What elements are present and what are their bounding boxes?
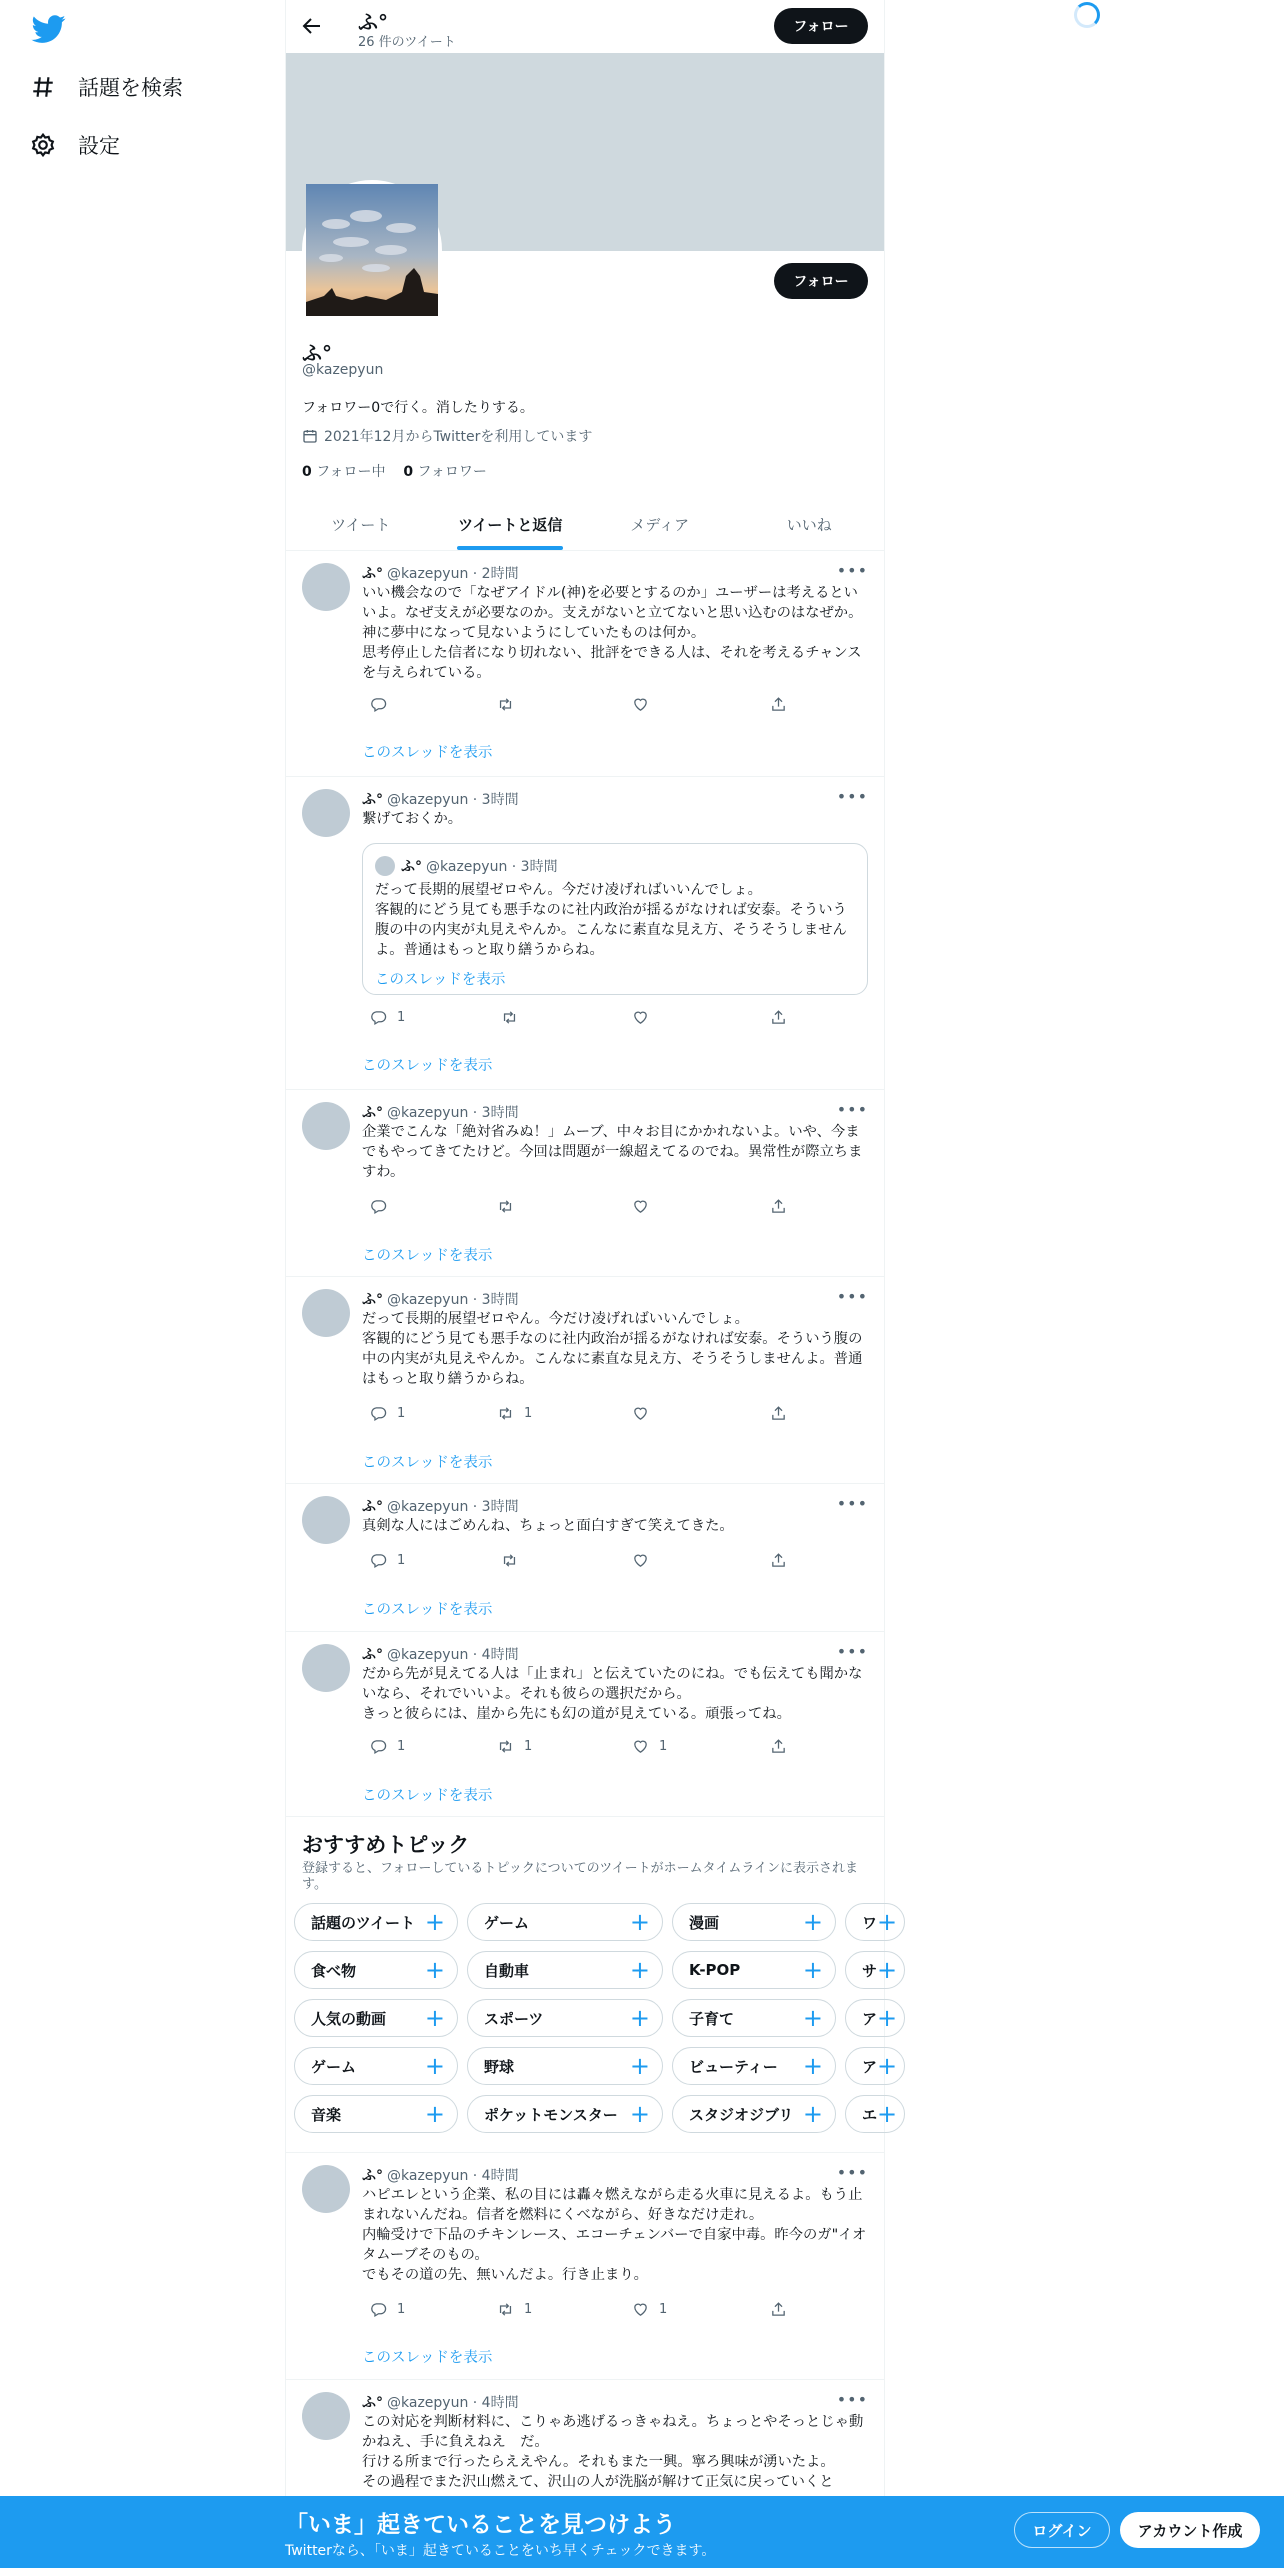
topics-subtitle: 登録すると、フォローしているトピックについてのツイートがホームタイムラインに表示されます。 [302, 1861, 859, 1892]
profile-name: ふ° [302, 341, 332, 365]
share-icon [770, 1552, 787, 1569]
topic-chip[interactable] [467, 2047, 663, 2085]
topic-chip-label: ビューティー [689, 2057, 778, 2076]
topic-chip-label: 子育て [689, 2009, 735, 2028]
retweet-icon [501, 1552, 518, 1569]
tweet-actions [362, 696, 792, 716]
plus-icon: + [424, 2100, 445, 2128]
signup-banner-title: 「いま」起きていることを見つけよう [285, 2512, 676, 2538]
tweet-actions [362, 2301, 792, 2321]
heart-icon [632, 696, 649, 713]
tweet-header: ふ° @kazepyun · 4時間 [362, 2395, 519, 2411]
login-button[interactable]: ログイン [1014, 2512, 1110, 2548]
tweet-header: ふ° @kazepyun · 3時間 [362, 792, 519, 808]
topic-chip[interactable] [672, 2095, 836, 2133]
topic-chip-label: K-POP [689, 1961, 741, 1979]
profile-handle: @kazepyun [302, 362, 384, 378]
like-button[interactable] [632, 2301, 667, 2318]
show-thread-link[interactable]: このスレッドを表示 [362, 1455, 493, 1471]
reply-count: 1 [397, 2302, 406, 2317]
more-options-icon[interactable]: ••• [836, 1642, 868, 1661]
tweet[interactable] [286, 551, 884, 777]
retweet-icon [501, 1009, 518, 1026]
following-link[interactable]: 0 フォロー中 [302, 464, 386, 480]
reply-button[interactable] [370, 2301, 405, 2318]
share-button[interactable] [770, 2301, 787, 2318]
tweet-text: だって長期的展望ゼロやん。今だけ凌げればいいんでしょ。 客観的にどう見ても悪手なのに社内政治が揺るがなければ安泰。そういう腹の中の内実が丸見えやんか。こんなに素直な見え方、そうそうしませんよ。普通はもっと取り繕うからね。 [362, 1311, 863, 1387]
topics-title: おすすめトピック [302, 1833, 470, 1857]
plus-icon: + [424, 1908, 445, 1936]
profile-follow-button[interactable]: フォロー [774, 263, 868, 299]
retweet-icon [497, 1405, 514, 1422]
follow-stats [302, 461, 487, 481]
quoted-tweet[interactable] [362, 843, 868, 995]
topic-chip-label: スタジオジブリ [689, 2105, 794, 2124]
sidebar-item-label: 話題を検索 [78, 76, 183, 100]
share-button[interactable] [770, 1198, 787, 1215]
show-thread-link[interactable]: このスレッドを表示 [362, 745, 493, 761]
more-options-icon[interactable]: ••• [836, 561, 868, 580]
profile-joined [302, 426, 592, 446]
reply-icon [370, 1738, 387, 1755]
plus-icon: + [424, 1956, 445, 1984]
topic-chip-label: 話題のツイート [311, 1913, 415, 1932]
plus-icon: + [877, 2052, 898, 2080]
heart-icon [632, 1198, 649, 1215]
tweet[interactable] [286, 1484, 884, 1632]
quoted-text: だって長期的展望ゼロやん。今だけ凌げればいいんでしょ。 客観的にどう見ても悪手なのに社内政治が揺るがなければ安泰。そういう腹の中の内実が丸見えやんか。こんなに素直な見え方、そうそうしませんよ。普通はもっと取り繕うからね。 [375, 882, 847, 958]
like-count: 1 [659, 2302, 668, 2317]
share-button[interactable] [770, 1738, 787, 1755]
quoted-thread-link[interactable]: このスレッドを表示 [375, 972, 506, 988]
sidebar-item-settings[interactable] [30, 130, 120, 160]
retweet-count: 1 [524, 1406, 533, 1421]
reply-button[interactable] [370, 1009, 405, 1026]
tweet-header: ふ° @kazepyun · 3時間 [362, 1105, 519, 1121]
retweet-icon [497, 1738, 514, 1755]
topic-chip[interactable] [845, 1903, 905, 1941]
show-thread-link[interactable]: このスレッドを表示 [362, 1248, 493, 1264]
topic-chip[interactable] [294, 2047, 458, 2085]
topic-chip-label: ワ [862, 1913, 878, 1932]
tweet-actions [362, 1552, 792, 1572]
more-options-icon[interactable]: ••• [836, 1100, 868, 1119]
topic-chip-label: 野球 [484, 2057, 515, 2076]
twitter-logo-icon[interactable] [32, 12, 66, 46]
topic-chip-label: スポーツ [484, 2009, 544, 2028]
share-icon [770, 1198, 787, 1215]
tweet-header: ふ° @kazepyun · 4時間 [362, 2168, 519, 2184]
topic-chip[interactable] [845, 1999, 905, 2037]
followers-link[interactable]: 0 フォロワー [403, 464, 487, 480]
reply-button[interactable] [370, 1198, 397, 1215]
like-button[interactable] [632, 1405, 659, 1422]
share-button[interactable] [770, 696, 787, 713]
loading-spinner-icon [1074, 2, 1100, 28]
sunset-sky-image [306, 184, 438, 316]
topic-chip[interactable] [294, 1951, 458, 1989]
main-column [285, 0, 898, 2568]
retweet-icon [497, 2301, 514, 2318]
reply-count: 1 [397, 1010, 406, 1025]
topic-chip[interactable] [467, 1951, 663, 1989]
tweet[interactable] [286, 777, 884, 1090]
tweet[interactable] [286, 2153, 884, 2380]
topic-chip[interactable] [467, 2095, 663, 2133]
topic-chip[interactable] [294, 1903, 458, 1941]
topic-chip[interactable] [672, 1903, 836, 1941]
show-thread-link[interactable]: このスレッドを表示 [362, 2350, 493, 2366]
topic-chip-label: 自動車 [484, 1961, 530, 1980]
joined-text: 2021年12月からTwitterを利用しています [324, 429, 593, 445]
quoted-avatar [375, 856, 395, 876]
calendar-icon [302, 428, 318, 444]
tweet-text: この対応を判断材料に、こりゃあ逃げるっきゃねえ。ちょっとやそっとじゃ動かねえ、手に負えねえ だ。 行ける所まで行ったらええやん。それもまた一興。寧ろ興味が湧いたよ。 その過程でまた沢山燃えて、沢山の人が洗脳が解けて正気に戻っていくと [362, 2414, 864, 2490]
retweet-button[interactable] [497, 1198, 524, 1215]
topic-chip-label: 音楽 [311, 2105, 342, 2124]
tab-likes[interactable]: いいね [786, 516, 832, 534]
more-options-icon[interactable]: ••• [836, 1287, 868, 1306]
hashtag-icon [30, 74, 56, 100]
tweet-actions [362, 1405, 792, 1425]
share-icon [770, 1405, 787, 1422]
reply-count: 1 [397, 1406, 406, 1421]
plus-icon: + [877, 1956, 898, 1984]
topic-chip[interactable] [672, 2047, 836, 2085]
tweet[interactable] [286, 1090, 884, 1277]
topic-chip[interactable] [845, 1951, 905, 1989]
profile-tabs [286, 498, 884, 551]
tweet[interactable] [286, 1277, 884, 1484]
topic-chip[interactable] [294, 1999, 458, 2037]
like-button[interactable] [632, 1198, 659, 1215]
reply-icon [370, 1405, 387, 1422]
back-arrow-icon[interactable] [300, 14, 324, 38]
like-button[interactable] [632, 1738, 667, 1755]
reply-count: 1 [397, 1553, 406, 1568]
retweet-button[interactable] [501, 1552, 528, 1569]
share-button[interactable] [770, 1552, 787, 1569]
signup-banner-subtitle: Twitterなら、「いま」起きていることをいち早くチェックできます。 [285, 2543, 716, 2559]
topic-chip-label: 漫画 [689, 1913, 720, 1932]
tweet-header: ふ° @kazepyun · 3時間 [362, 1499, 519, 1515]
plus-icon: + [802, 2004, 823, 2032]
plus-icon: + [802, 2052, 823, 2080]
tweet-text: ハピエレという企業、私の目には轟々燃えながら走る火車に見えるよ。もう止まれないんだね。信者を燃料にくべながら、好きなだけ走れ。 内輪受けで下品のチキンレース、エコーチェンバーで自家中毒。昨今のガ"イオタムーブそのもの。 でもその道の先、無いんだよ。行き止まり。 [362, 2187, 867, 2283]
retweet-button[interactable] [501, 1009, 528, 1026]
sidebar-item-label: 設定 [78, 134, 120, 158]
share-icon [770, 696, 787, 713]
tweet-header: ふ° @kazepyun · 4時間 [362, 1647, 519, 1663]
plus-icon: + [629, 2052, 650, 2080]
retweet-icon [497, 696, 514, 713]
tweet-avatar[interactable] [302, 1102, 350, 1150]
topic-chip[interactable] [672, 1999, 836, 2037]
header-name: ふ° [358, 10, 388, 34]
reply-icon [370, 1009, 387, 1026]
retweet-button[interactable] [497, 2301, 532, 2318]
profile-header-bar [286, 0, 884, 53]
signup-banner [0, 2496, 1284, 2568]
tweet-avatar[interactable] [302, 563, 350, 611]
tab-tweets[interactable]: ツイート [331, 516, 391, 534]
heart-icon [632, 1009, 649, 1026]
plus-icon: + [424, 2052, 445, 2080]
plus-icon: + [877, 1908, 898, 1936]
topic-chip-label: 人気の動画 [311, 2009, 387, 2028]
tweet-avatar[interactable] [302, 789, 350, 837]
more-options-icon[interactable]: ••• [836, 787, 868, 806]
plus-icon: + [629, 2100, 650, 2128]
plus-icon: + [877, 2004, 898, 2032]
reply-count: 1 [397, 1739, 406, 1754]
tweet-avatar[interactable] [302, 2392, 350, 2440]
reply-icon [370, 696, 387, 713]
tweet-avatar[interactable] [302, 2165, 350, 2213]
topic-chip-label: エ [862, 2105, 878, 2124]
show-thread-link[interactable]: このスレッドを表示 [362, 1602, 493, 1618]
header-follow-button[interactable]: フォロー [774, 8, 868, 44]
topic-chip[interactable] [672, 1951, 836, 1989]
topic-chip[interactable] [845, 2047, 905, 2085]
topic-chip[interactable] [467, 1903, 663, 1941]
topic-chip-label: サ [862, 1961, 878, 1980]
retweet-count: 1 [524, 2302, 533, 2317]
like-count: 1 [659, 1739, 668, 1754]
plus-icon: + [802, 1908, 823, 1936]
plus-icon: + [802, 1956, 823, 1984]
plus-icon: + [629, 2004, 650, 2032]
profile-avatar[interactable] [302, 180, 442, 320]
tweet-avatar[interactable] [302, 1496, 350, 1544]
reply-button[interactable] [370, 696, 397, 713]
plus-icon: + [877, 2100, 898, 2128]
show-thread-link[interactable]: このスレッドを表示 [362, 1058, 493, 1074]
tweet-text: 企業でこんな「絶対省みぬ！」ムーブ、中々お目にかかれないよ。いや、今までもやってきてたけど。今回は問題が一線超えてるのでね。異常性が際立ちますわ。 [362, 1124, 863, 1180]
retweet-button[interactable] [497, 1738, 532, 1755]
tweet-actions [362, 1009, 792, 1029]
signup-button[interactable]: アカウント作成 [1120, 2512, 1260, 2548]
tweet-avatar[interactable] [302, 1644, 350, 1692]
topic-chip-label: ゲーム [311, 2057, 357, 2076]
more-options-icon[interactable]: ••• [836, 2390, 868, 2409]
reply-icon [370, 1552, 387, 1569]
retweet-button[interactable] [497, 1405, 532, 1422]
topic-chip-label: ゲーム [484, 1913, 530, 1932]
share-button[interactable] [770, 1009, 787, 1026]
tweet-actions [362, 1198, 792, 1218]
like-button[interactable] [632, 696, 659, 713]
reply-button[interactable] [370, 1552, 405, 1569]
tab-tweets-and-replies[interactable]: ツイートと返信 [436, 498, 586, 550]
tweet-text: 繋げておくか。 [362, 811, 463, 827]
topic-chip-label: ア [862, 2057, 878, 2076]
share-icon [770, 1009, 787, 1026]
retweet-button[interactable] [497, 696, 524, 713]
reply-button[interactable] [370, 1738, 405, 1755]
more-options-icon[interactable]: ••• [836, 2163, 868, 2182]
tab-media[interactable]: メディア [630, 516, 690, 534]
share-icon [770, 2301, 787, 2318]
reply-icon [370, 1198, 387, 1215]
reply-icon [370, 2301, 387, 2318]
retweet-icon [497, 1198, 514, 1215]
gear-icon [30, 132, 56, 158]
tweet-text: いい機会なので「なぜアイドル(神)を必要とするのか」ユーザーは考えるといいよ。なぜ支えが必要なのか。支えがないと立てないと思い込むのはなぜか。神に夢中になって見ないようにしていたものは何か。 思考停止した信者になり切れない、批評をできる人は、それを考えるチャンスを与えられている。 [362, 585, 863, 681]
share-button[interactable] [770, 1405, 787, 1422]
topic-chip[interactable] [294, 2095, 458, 2133]
reply-button[interactable] [370, 1405, 405, 1422]
like-button[interactable] [632, 1009, 659, 1026]
heart-icon [632, 1552, 649, 1569]
tweet[interactable] [286, 1632, 884, 1817]
heart-icon [632, 2301, 649, 2318]
topic-chip[interactable] [845, 2095, 905, 2133]
topic-chip[interactable] [467, 1999, 663, 2037]
sidebar-item-explore[interactable] [30, 72, 183, 102]
like-button[interactable] [632, 1552, 659, 1569]
tweet-header: ふ° @kazepyun · 2時間 [362, 566, 519, 582]
more-options-icon[interactable]: ••• [836, 1494, 868, 1513]
topic-chip-label: ポケットモンスター [484, 2105, 618, 2124]
heart-icon [632, 1405, 649, 1422]
tweet-text: 真剣な人にはごめんね、ちょっと面白すぎて笑えてきた。 [362, 1518, 734, 1534]
share-icon [770, 1738, 787, 1755]
topic-chip-label: 食べ物 [311, 1961, 357, 1980]
retweet-count: 1 [524, 1739, 533, 1754]
tweet-actions [362, 1738, 792, 1758]
heart-icon [632, 1738, 649, 1755]
profile-bio: フォロワー0で行く。消したりする。 [302, 400, 534, 416]
tweet-text: だから先が見えてる人は「止まれ」と伝えていたのにね。でも伝えても聞かないなら、それでいいよ。それも彼らの選択だから。 きっと彼らには、崖から先にも幻の道が見えている。頑張ってね。 [362, 1666, 863, 1722]
tweet-header: ふ° @kazepyun · 3時間 [362, 1292, 519, 1308]
plus-icon: + [629, 1908, 650, 1936]
quoted-header: ふ° @kazepyun · 3時間 [401, 859, 558, 875]
recommended-topics [286, 1817, 898, 2153]
tweet-avatar[interactable] [302, 1289, 350, 1337]
topic-chip-label: ア [862, 2009, 878, 2028]
plus-icon: + [629, 1956, 650, 1984]
tweet-count: 26 件のツイート [358, 35, 456, 50]
plus-icon: + [424, 2004, 445, 2032]
plus-icon: + [802, 2100, 823, 2128]
show-thread-link[interactable]: このスレッドを表示 [362, 1788, 493, 1804]
